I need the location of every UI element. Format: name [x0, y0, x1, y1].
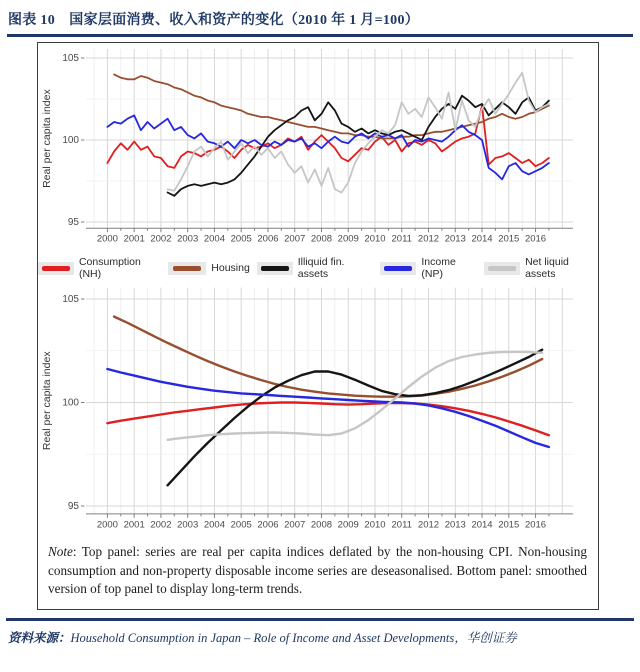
- y-axis-title: Real per capita index: [41, 351, 53, 451]
- line-swatch: [261, 266, 289, 271]
- source-text: Household Consumption in Japan – Role of Income and Asset Developments: [70, 631, 455, 646]
- x-tick-label: 2011: [391, 519, 412, 531]
- title-divider: [7, 34, 633, 37]
- x-tick-label: 2012: [417, 519, 440, 531]
- source-label: 资料来源：: [8, 631, 71, 646]
- top-line-chart: [38, 43, 598, 253]
- x-tick-label: 2007: [284, 519, 306, 531]
- y-tick-label: 100: [62, 397, 79, 409]
- y-axis-title: Real per capita index: [41, 89, 53, 188]
- x-tick-label: 2005: [230, 519, 252, 531]
- figure-box: [37, 42, 599, 610]
- y-tick-label: 100: [62, 135, 79, 147]
- figure-note: [38, 537, 598, 609]
- x-tick-label: 2009: [337, 519, 359, 531]
- legend-label: Income (NP): [421, 256, 456, 280]
- legend-label: Housing: [211, 262, 250, 274]
- legend-label: Net liquid assets: [525, 256, 569, 280]
- x-tick-label: 2002: [150, 519, 172, 531]
- note-text: : Top panel: series are real per capita indices deflated by the non-housing CPI. Non-housing consumption and non-property disposable income series are deseasonalised. Bottom panel: smoothed version of top panel to display long-term trends.: [48, 544, 587, 597]
- line-swatch: [488, 266, 516, 271]
- line-swatch: [173, 266, 201, 271]
- bottom-line-chart: [38, 283, 598, 535]
- y-tick-label: 105: [62, 53, 79, 65]
- chart-legend: [38, 256, 598, 280]
- x-tick-label: 2010: [364, 519, 386, 531]
- line-swatch: [42, 266, 70, 271]
- x-tick-label: 2000: [96, 233, 118, 245]
- x-tick-label: 2007: [284, 233, 306, 245]
- source-suffix: ，华创证券: [454, 631, 517, 646]
- series-consumption: [107, 106, 549, 168]
- x-tick-label: 2009: [337, 233, 359, 245]
- legend-swatch-income: [380, 262, 416, 275]
- line-swatch: [384, 266, 412, 271]
- legend-swatch-illiquid: [257, 262, 293, 275]
- x-tick-label: 2001: [123, 519, 145, 531]
- legend-swatch-housing: [168, 262, 206, 275]
- x-tick-label: 2013: [444, 233, 466, 245]
- series-netliquid: [168, 73, 549, 193]
- x-tick-label: 2006: [257, 519, 279, 531]
- footer-divider: [6, 618, 634, 621]
- legend-item-housing: [168, 262, 250, 275]
- x-tick-label: 2015: [498, 519, 520, 531]
- x-tick-label: 2005: [230, 233, 252, 245]
- x-tick-label: 2014: [471, 233, 493, 245]
- legend-label: Consumption (NH): [78, 256, 141, 280]
- legend-label: Illiquid fin. assets: [297, 256, 345, 280]
- x-tick-label: 2015: [498, 233, 520, 245]
- series-consumption: [107, 403, 549, 436]
- x-tick-label: 2004: [203, 519, 226, 531]
- x-tick-label: 2003: [177, 519, 199, 531]
- x-tick-label: 2016: [524, 233, 547, 245]
- x-tick-label: 2013: [444, 519, 466, 531]
- x-tick-label: 2008: [310, 519, 333, 531]
- y-tick-label: 95: [67, 501, 79, 513]
- x-tick-label: 2001: [123, 233, 145, 245]
- legend-swatch-netliquid: [484, 262, 520, 275]
- x-tick-label: 2011: [391, 233, 412, 245]
- x-tick-label: 2004: [203, 233, 226, 245]
- y-tick-label: 105: [62, 294, 79, 306]
- x-tick-label: 2000: [96, 519, 118, 531]
- source-line: [8, 628, 632, 646]
- x-tick-label: 2003: [177, 233, 199, 245]
- legend-item-consumption: [38, 256, 161, 280]
- x-tick-label: 2010: [364, 233, 386, 245]
- legend-item-netliquid: [484, 256, 598, 280]
- x-tick-label: 2006: [257, 233, 279, 245]
- series-illiquid: [168, 350, 543, 486]
- x-tick-label: 2008: [310, 233, 333, 245]
- x-tick-label: 2016: [524, 519, 547, 531]
- x-tick-label: 2012: [417, 233, 440, 245]
- y-tick-label: 95: [67, 217, 79, 229]
- legend-item-income: [380, 256, 477, 280]
- x-tick-label: 2014: [471, 519, 493, 531]
- legend-swatch-consumption: [38, 262, 74, 275]
- figure-title: 图表 10 国家层面消费、收入和资产的变化（2010 年 1 月=100）: [8, 13, 420, 28]
- note-label: Note: [48, 544, 73, 559]
- x-tick-label: 2002: [150, 233, 172, 245]
- legend-item-illiquid: [257, 256, 374, 280]
